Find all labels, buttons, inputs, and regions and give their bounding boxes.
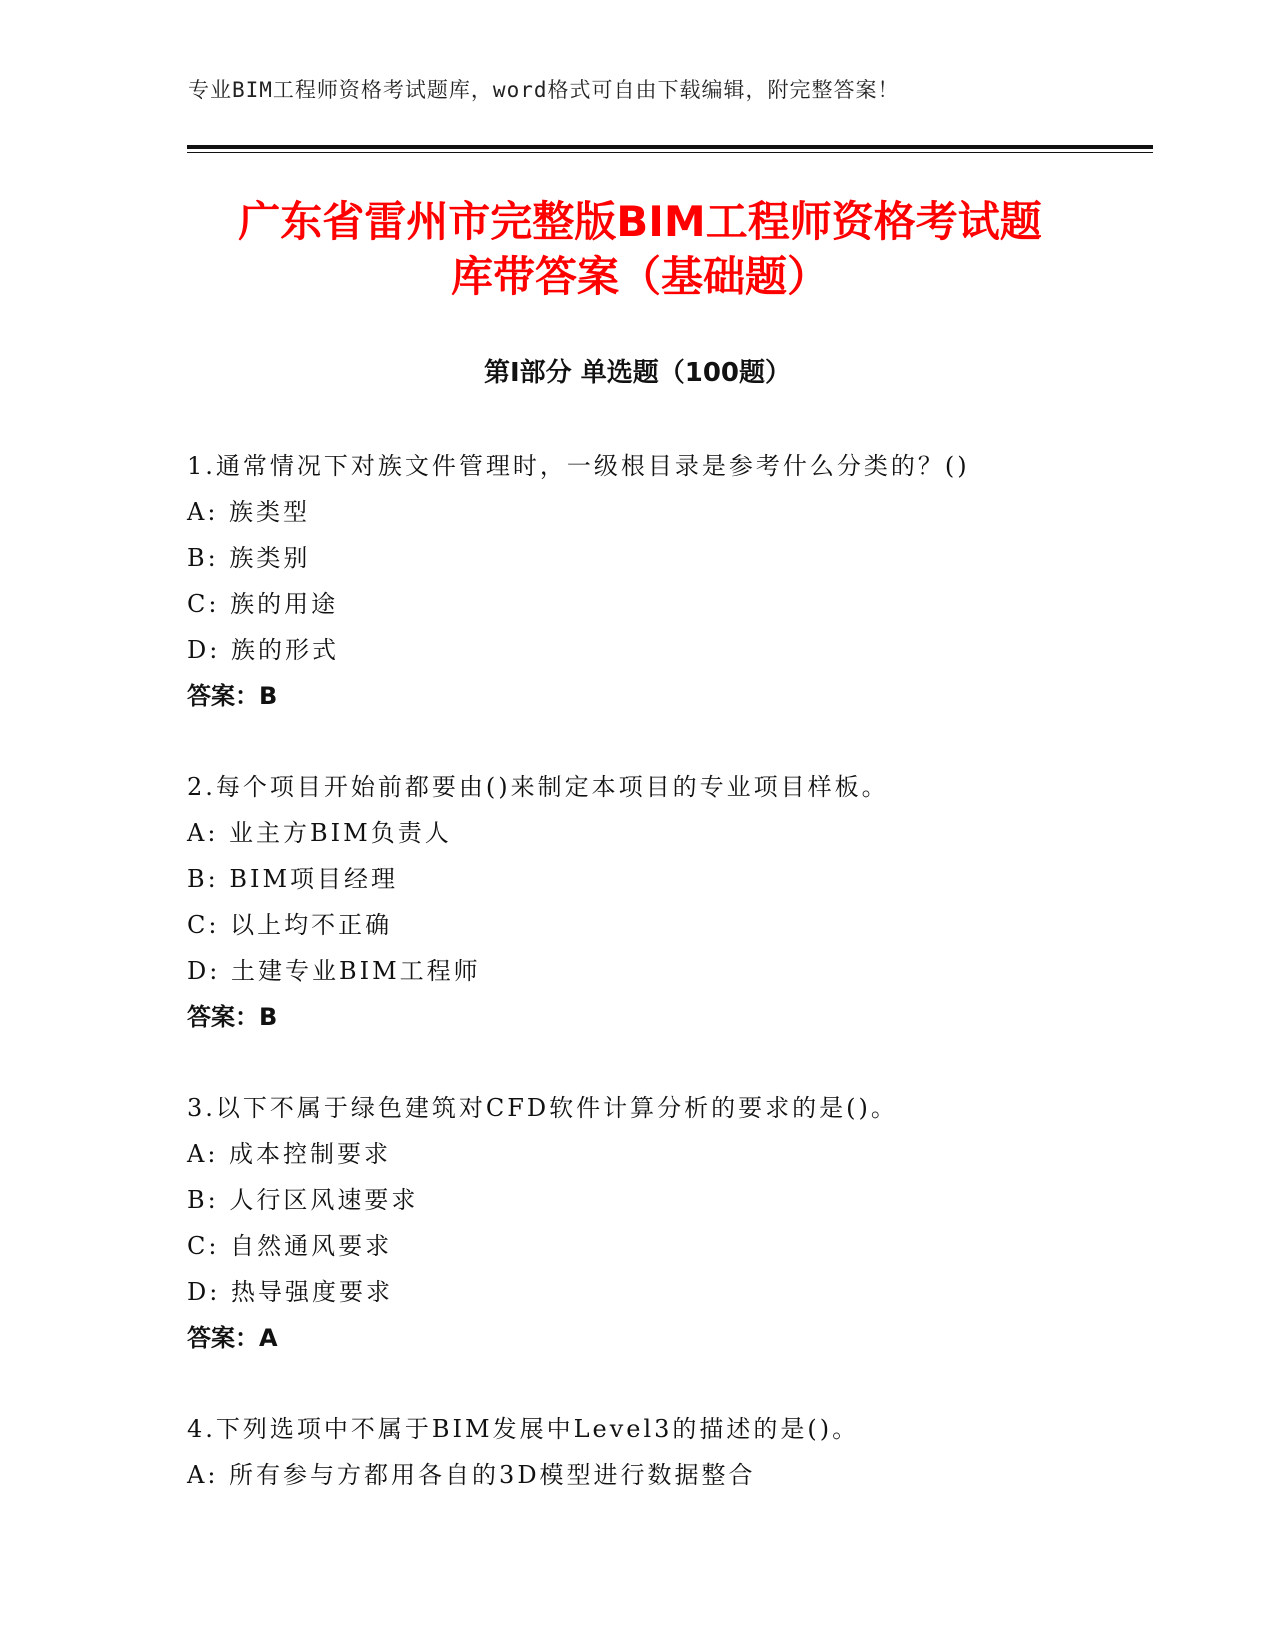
question-item	[187, 764, 1167, 1040]
question-option: D: 热导强度要求	[187, 1278, 393, 1306]
question-option: B: BIM项目经理	[187, 865, 399, 893]
question-answer: 答案：B	[187, 1003, 278, 1031]
header-divider-thick	[187, 145, 1153, 149]
question-stem: 2.每个项目开始前都要由()来制定本项目的专业项目样板。	[187, 773, 889, 801]
question-option: A: 所有参与方都用各自的3D模型进行数据整合	[187, 1461, 756, 1489]
document-title-line-2: 库带答案（基础题）	[450, 252, 829, 301]
question-answer: 答案：A	[187, 1324, 278, 1352]
question-option: C: 自然通风要求	[187, 1232, 393, 1260]
question-option: A: 族类型	[187, 498, 311, 526]
question-option: D: 族的形式	[187, 636, 339, 664]
question-answer: 答案：B	[187, 682, 278, 710]
question-option: A: 成本控制要求	[187, 1140, 392, 1168]
question-stem: 1.通常情况下对族文件管理时，一级根目录是参考什么分类的？()	[187, 452, 970, 480]
question-option: B: 族类别	[187, 544, 311, 572]
question-option: C: 族的用途	[187, 590, 339, 618]
document-title	[160, 194, 1120, 304]
question-stem: 3.以下不属于绿色建筑对CFD软件计算分析的要求的是()。	[187, 1094, 898, 1122]
question-item	[187, 443, 1167, 719]
question-option: B: 人行区风速要求	[187, 1186, 419, 1214]
question-stem: 4.下列选项中不属于BIM发展中Level3的描述的是()。	[187, 1415, 860, 1443]
document-title-line-1: 广东省雷州市完整版BIM工程师资格考试题	[238, 197, 1042, 246]
question-option: C: 以上均不正确	[187, 911, 393, 939]
question-item	[187, 1085, 1167, 1361]
section-title: 第Ⅰ部分 单选题（100题）	[484, 358, 791, 388]
question-option: D: 土建专业BIM工程师	[187, 957, 481, 985]
question-list	[187, 443, 1167, 1543]
header-note: 专业BIM工程师资格考试题库，word格式可自由下载编辑，附完整答案！	[188, 78, 900, 102]
question-option: A: 业主方BIM负责人	[187, 819, 452, 847]
header-divider-thin	[187, 152, 1153, 153]
question-item	[187, 1406, 1167, 1498]
